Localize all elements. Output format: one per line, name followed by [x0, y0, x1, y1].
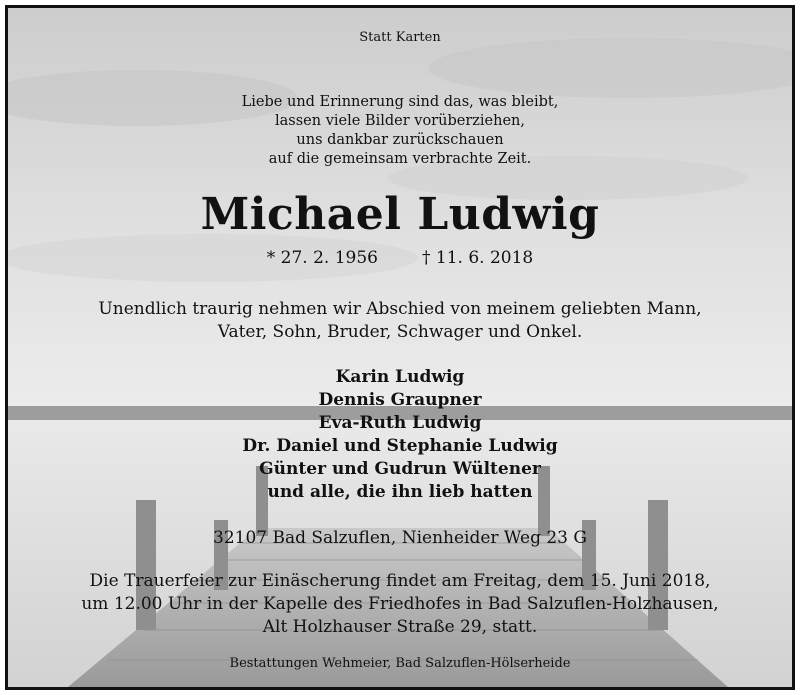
ceremony-line-2: um 12.00 Uhr in der Kapelle des Friedhofes in Bad Salzuflen-Holzhausen, [81, 594, 719, 614]
address: 32107 Bad Salzuflen, Nienheider Weg 23 G [213, 528, 587, 548]
ceremony-line-3: Alt Holzhauser Straße 29, statt. [262, 617, 538, 637]
funeral-home: Bestattungen Wehmeier, Bad Salzuflen-Hölserheide [229, 656, 571, 671]
birth-date: * 27. 2. 1956 [266, 248, 378, 268]
death-date: † 11. 6. 2018 [422, 248, 534, 268]
family-member: Dr. Daniel und Stephanie Ludwig [242, 436, 558, 456]
family-member: Günter und Gudrun Wültener [259, 459, 541, 479]
verse-line-4: auf die gemeinsam verbrachte Zeit. [268, 151, 532, 167]
message-line-2: Vater, Sohn, Bruder, Schwager und Onkel. [217, 322, 583, 342]
message-line-1: Unendlich traurig nehmen wir Abschied von meinem geliebten Mann, [98, 299, 702, 319]
family-member: Eva-Ruth Ludwig [318, 413, 482, 433]
family-member: Karin Ludwig [335, 367, 465, 387]
ceremony-line-1: Die Trauerfeier zur Einäscherung findet am Freitag, dem 15. Juni 2018, [89, 571, 711, 591]
verse-line-1: Liebe und Erinnerung sind das, was bleibt, [241, 94, 559, 110]
verse-line-3: uns dankbar zurückschauen [296, 132, 504, 148]
family-member: Dennis Graupner [318, 390, 482, 410]
verse-line-2: lassen viele Bilder vorüberziehen, [275, 113, 525, 129]
life-dates [8, 248, 792, 268]
deceased-name: Michael Ludwig [200, 189, 600, 240]
family-member: und alle, die ihn lieb hatten [267, 482, 533, 502]
notice-content [8, 8, 792, 687]
obituary-notice [5, 5, 795, 690]
header-text: Statt Karten [359, 30, 441, 45]
